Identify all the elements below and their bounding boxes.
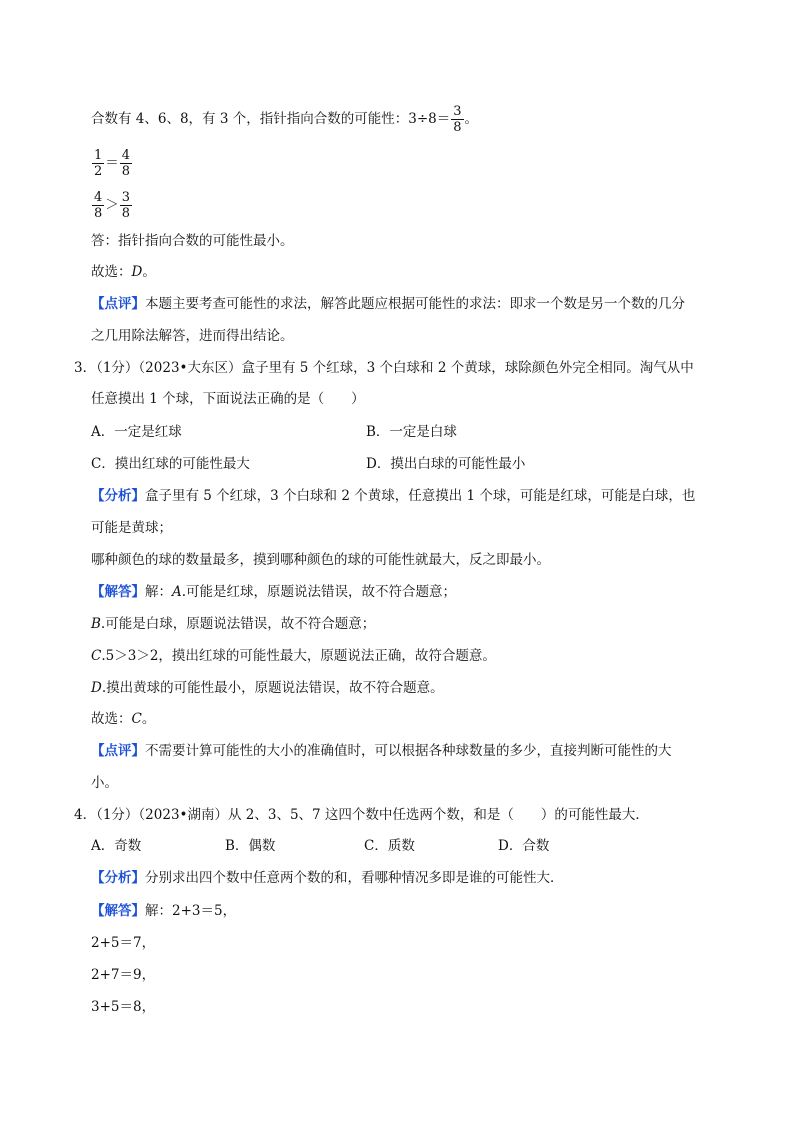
q4-analysis: 【分析】分别求出四个数中任意两个数的和，看哪种情况多即是谁的可能性大． <box>91 870 564 886</box>
q3-review-line-2: 小。 <box>91 775 118 791</box>
q4-option-b: B．偶数 <box>225 838 276 854</box>
q3-solution-line-2: B.可能是白球，原题说法错误，故不符合题意； <box>91 616 376 632</box>
q3-option-b: B．一定是白球 <box>366 424 457 440</box>
q4-option-a: A．奇数 <box>91 838 142 854</box>
q3-choice: 故选：C。 <box>91 711 156 727</box>
q3-analysis-line-3: 哪种颜色的球的数量最多，摸到哪种颜色的球的可能性就最大，反之即最小。 <box>91 552 550 568</box>
q4-stem: 4．（1分）（2023•湖南）从 2、3、5、7 这四个数中任选两个数，和是（ ）的可能性最大． <box>74 807 649 823</box>
q3-solution-line-4: D.摸出黄球的可能性最小，原题说法错误，故不符合题意。 <box>91 680 444 696</box>
q3-solution-line-3: C.5＞3＞2，摸出红球的可能性最大，原题说法正确，故符合题意。 <box>91 648 496 664</box>
q3-option-a: A．一定是红球 <box>91 424 182 440</box>
q2-review-line-2: 之几用除法解答，进而得出结论。 <box>91 328 294 344</box>
q2-probability-line: 合数有 4、6、8，有 3 个，指针指向合数的可能性：3÷8＝ $\frac{3}{8}$ 。 <box>91 104 479 135</box>
q3-stem-line-1: 3．（1分）（2023•大东区）盒子里有 5 个红球，3 个白球和 2 个黄球，球除颜色外完全相同。淘气从中 <box>74 360 694 376</box>
q3-analysis-line-1: 【分析】盒子里有 5 个红球，3 个白球和 2 个黄球，任意摸出 1 个球，可能是红球，可能是白球，也 <box>91 488 696 504</box>
q3-review-line-1: 【点评】不需要计算可能性的大小的准确值时，可以根据各种球数量的多少，直接判断可能性的大 <box>91 743 672 759</box>
q2-equation-1: $\frac{1}{2}$ ＝ $\frac{4}{8}$ <box>94 148 131 179</box>
q2-choice: 故选：D。 <box>91 264 156 280</box>
q3-analysis-line-2: 可能是黄球； <box>91 520 172 536</box>
q2-answer: 答：指针指向合数的可能性最小。 <box>91 233 294 249</box>
q4-option-c: C．质数 <box>364 838 415 854</box>
q4-solution-line-2: 2+5＝7， <box>91 935 156 951</box>
q3-stem-line-2: 任意摸出 1 个球，下面说法正确的是（ ） <box>91 391 365 407</box>
q2-review-line-1: 【点评】本题主要考查可能性的求法，解答此题应根据可能性的求法：即求一个数是另一个数的几分 <box>91 296 685 312</box>
q3-solution-line-1: 【解答】解：A.可能是红球，原题说法错误，故不符合题意； <box>91 584 457 600</box>
q4-option-d: D．合数 <box>498 838 550 854</box>
q3-option-c: C．摸出红球的可能性最大 <box>91 456 250 472</box>
fraction-3-8: $\frac{3}{8}$ <box>453 104 462 135</box>
q2-equation-2: $\frac{4}{8}$ ＞ $\frac{3}{8}$ <box>94 190 131 221</box>
q4-solution-line-4: 3+5＝8， <box>91 999 156 1015</box>
q4-solution-line-3: 2+7＝9， <box>91 967 156 983</box>
q3-option-d: D．摸出白球的可能性最小 <box>366 456 526 472</box>
q4-solution-line-1: 【解答】解：2+3＝5， <box>91 903 237 919</box>
